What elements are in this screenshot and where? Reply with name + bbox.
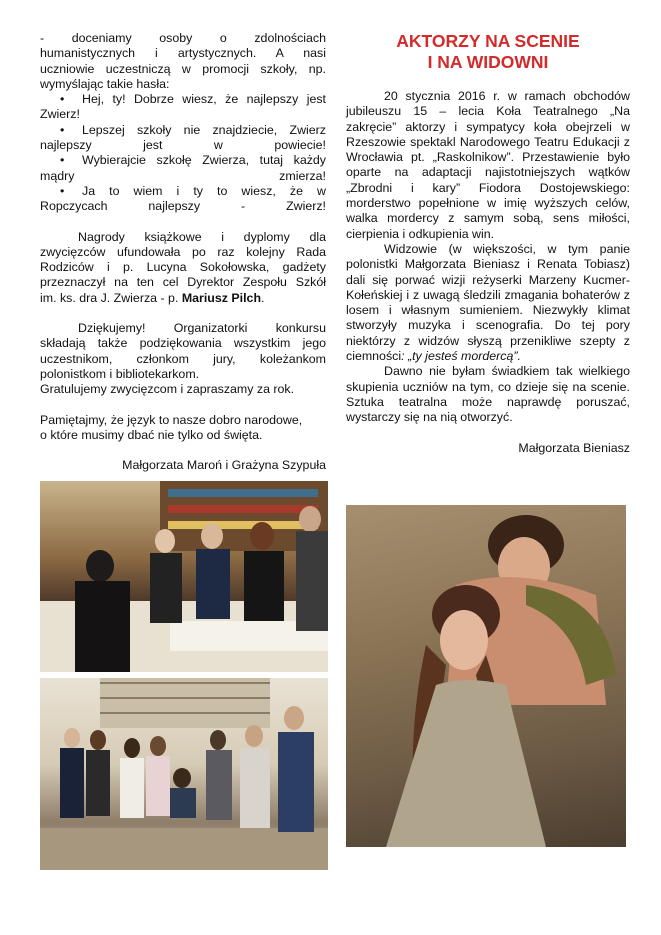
right-signature: Małgorzata Bieniasz <box>518 440 630 455</box>
bullet: • <box>60 122 65 137</box>
right-column <box>346 31 630 456</box>
slogan-text: Hej, ty! Dobrze wiesz, że najlepszy jest <box>82 92 326 107</box>
intro-line: - doceniamy osoby o zdolnościach <box>40 31 326 45</box>
intro-line: humanistycznych i artystycznych. A nasi <box>40 46 326 61</box>
slogan-item <box>40 92 326 123</box>
article-paragraph: Widzowie (w większości, w tym panie polonistki Małgorzata Bieniasz i Renata Tobiasz) dali się porwać wizji reżyserki Marzeny Kucmer-Kołeńskiej i z uwagą śledzili zmagania bohaterów z losem i własnym sumieniem. Niezwykły klimat stworzyły muzyka i scenografia. Do tej pory niektórzy z widzów słyszą przenikliwe szepty z ciemności: „ty jesteś mordercą”. <box>346 241 630 364</box>
slogan-item <box>40 184 326 215</box>
remember-paragraph: Pamiętajmy, że język to nasze dobro narodowe, o które musimy dbać nie tylko od święta. <box>40 412 303 442</box>
thanks-paragraph: Dziękujemy! Organizatorki konkursu składają także podziękowania wszystkim jego uczestnikom, członkom jury, koleżankom polonistkom i bibliotekarkom. Gratulujemy zwycięzcom i zapraszamy za rok. <box>40 321 326 397</box>
slogan-text: Lepszej szkoły nie znajdziecie, Zwierz <box>82 122 326 137</box>
slogan-text: Ja to wiem i ty to wiesz, że w <box>82 183 326 198</box>
director-name: Mariusz Pilch <box>181 290 262 305</box>
left-signature: Małgorzata Maroń i Grażyna Szypuła <box>122 458 326 473</box>
congrats-line: Gratulujemy zwycięzcom i zapraszamy za rok. <box>40 382 295 397</box>
slogan-text: Ropczycach najlepszy - Zwierz! <box>40 199 326 214</box>
intro-line: wymyślając takie hasła: <box>40 76 170 91</box>
article-title: AKTORZY NA SCENIE I NA WIDOWNI <box>396 31 580 72</box>
bullet: • <box>60 183 65 198</box>
article-paragraph: 20 stycznia 2016 r. w ramach obchodów jubileuszu 15 – lecia Koła Teatralnego „Na zakręcie” aktorzy i sympatycy koła obejrzeli w Rzeszowie spektakl Narodowego Teatru Edukacji z Wrocławia pt. „Raskolnikow”. Przestawienie było oparte na adaptacji najistotniejszych wątków „Zbrodni i kary” Fiodora Dostojewskiego: morderstwo popełnione w imię wyższych celów, walka mordercy z samym sobą, sens miłości, cierpienia i odkupienia win. <box>346 89 630 241</box>
contest-winners-photo <box>40 678 328 870</box>
bullet: • <box>60 92 65 107</box>
bullet: • <box>60 153 65 168</box>
left-column <box>40 31 326 473</box>
award-ceremony-photo <box>40 481 328 672</box>
theatre-scene-photo <box>346 505 626 847</box>
slogan-text: najlepszy jest w powiecie! <box>40 138 326 153</box>
slogan-text: Zwierz! <box>40 107 80 122</box>
slogan-text: mądry zmierza! <box>40 168 326 183</box>
slogan-item <box>40 153 326 184</box>
prizes-paragraph: Nagrody książkowe i dyplomy dla zwycięzców ufundowała po raz kolejny Rada Rodziców i p. Lucyna Sokołowska, gadżety przeznaczył na ten cel Dyrektor Zespołu Szkół im. ks. dra J. Zwierza - p. Mariusz Pilch. <box>40 229 326 305</box>
slogan-list <box>40 92 326 214</box>
intro-line: uczniowie uczestniczą w promocji szkoły, np. <box>40 61 326 76</box>
slogan-item <box>40 123 326 154</box>
slogan-text: Wybierajcie szkołę Zwierza, tutaj każdy <box>82 153 326 168</box>
article-paragraph: Dawno nie byłam świadkiem tak wielkiego skupienia uczniów na tym, co dzieje się na scenie. Sztuka teatralna może naprawdę poruszać, wystarczy się na nią otworzyć. <box>346 364 630 425</box>
quote-text: : „ty jesteś mordercą”. <box>401 349 521 364</box>
